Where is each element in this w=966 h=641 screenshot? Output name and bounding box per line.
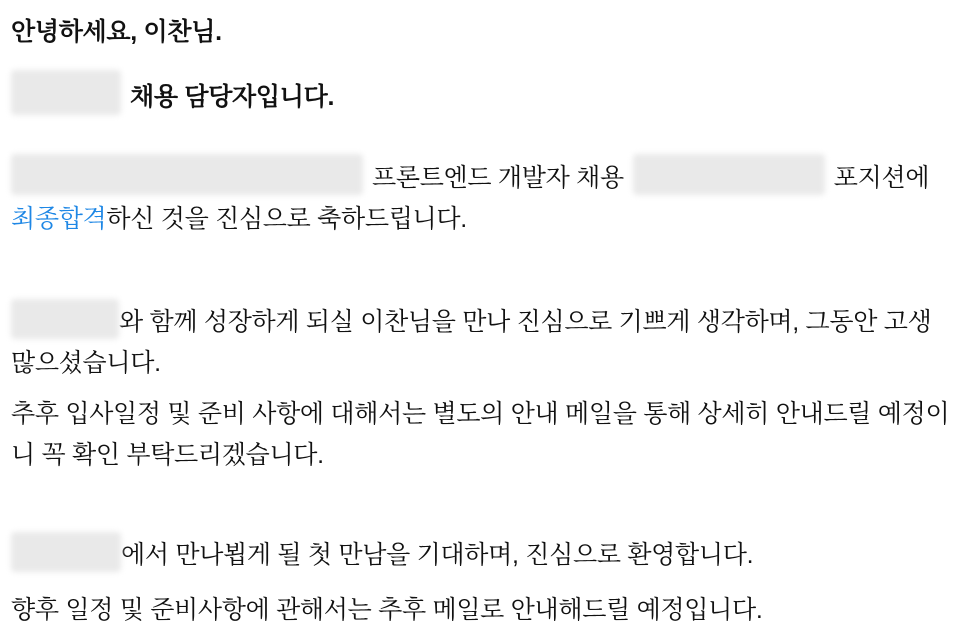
welcome-paragraph [11,532,952,576]
redacted-company-name [11,532,121,572]
redacted-company-name [11,154,363,195]
intro-line [11,70,952,118]
final-acceptance-highlight: 최종합격 [11,205,107,233]
redacted-position-name [633,154,825,195]
followup-paragraph [11,590,952,631]
followup-text: 향후 일정 및 준비사항에 관해서는 추후 메일로 안내해드릴 예정입니다. [11,596,763,624]
welcome-text: 에서 만나뵙게 될 첫 만남을 기대하며, 진심으로 환영합니다. [121,541,754,569]
redacted-company-name [11,70,121,115]
offer-congrats-text: 하신 것을 진심으로 축하드립니다. [106,205,467,233]
offer-position-text: 포지션에 [833,164,930,192]
redacted-company-name [11,299,119,339]
offer-paragraph [11,154,952,240]
offer-role-text: 프론트엔드 개발자 채용 [372,164,624,192]
greeting-text: 안녕하세요, 이찬님. [11,18,222,46]
schedule-paragraph [11,394,952,476]
intro-text: 채용 담당자입니다. [130,83,335,111]
growth-paragraph [11,299,952,384]
schedule-text: 추후 입사일정 및 준비 사항에 대해서는 별도의 안내 메일을 통해 상세히 안내드릴 예정이니 꼭 확인 부탁드리겠습니다. [11,400,950,469]
greeting-line [11,12,952,53]
growth-text: 와 함께 성장하게 되실 이찬님을 만나 진심으로 기쁘게 생각하며, 그동안 고생 많으셨습니다. [11,308,932,377]
